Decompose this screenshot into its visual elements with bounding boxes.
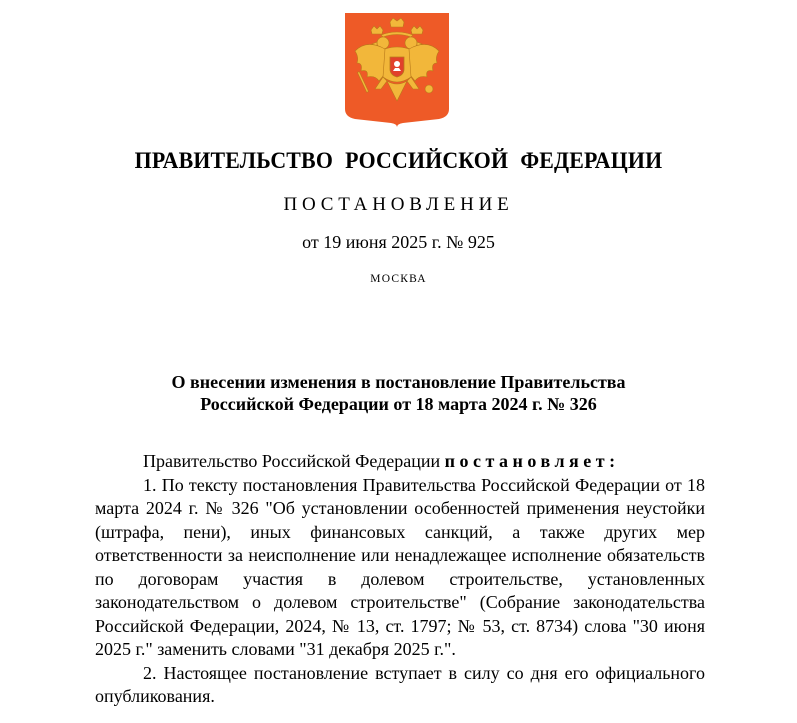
document-subject: [0, 371, 797, 415]
subject-line-1: О внесении изменения в постановление Правительства: [171, 372, 626, 392]
preamble: [95, 450, 705, 474]
paragraph-1: 1. По тексту постановления Правительства Российской Федерации от 18 марта 2024 г. № 326 "Об установлении особенностей применения неустойки (штрафа, пени), иных финансовых санкций, а также других мер ответственности за неисполнение или ненадлежащее исполнение обязательств по договорам участия в долевом строительстве, установленных законодательством о долевом строительстве" (Собрание законодательства Российской Федерации, 2024, № 13, ст. 1797; № 53, ст. 8734) слова "30 июня 2025 г." заменить словами "31 декабря 2025 г.".: [95, 474, 705, 659]
document-body: [95, 450, 705, 709]
subject-line-2: Российской Федерации от 18 марта 2024 г. № 326: [200, 394, 597, 414]
paragraph-2: 2. Настоящее постановление вступает в силу со дня его официального опубликования.: [95, 662, 705, 706]
coat-of-arms-icon: [345, 13, 449, 127]
document-type: ПОСТАНОВЛЕНИЕ: [283, 194, 514, 215]
preamble-decree-word: постановляет:: [444, 451, 620, 471]
document-city: МОСКВА: [370, 273, 427, 285]
government-title: ПРАВИТЕЛЬСТВО РОССИЙСКОЙ ФЕДЕРАЦИИ: [134, 148, 663, 174]
document-date-number: от 19 июня 2025 г. № 925: [302, 232, 495, 252]
preamble-lead: Правительство Российской Федерации: [143, 451, 441, 471]
